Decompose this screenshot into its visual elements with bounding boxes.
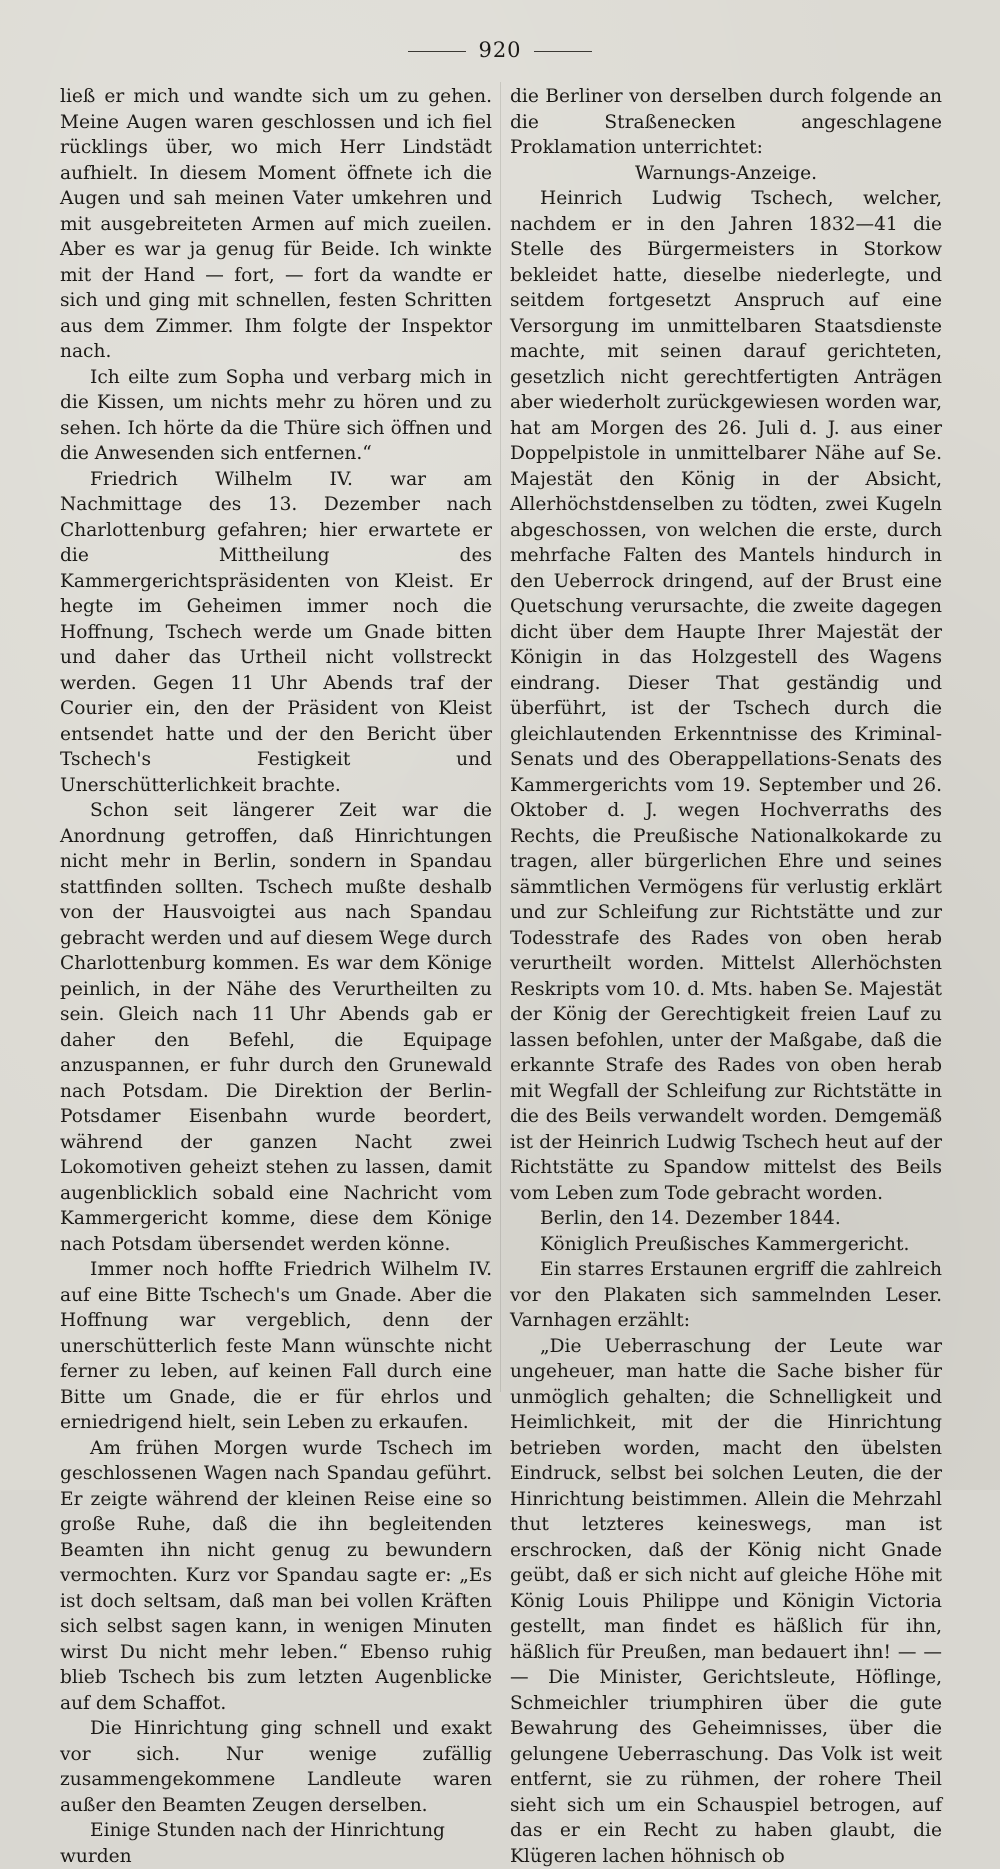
paragraph: Friedrich Wilhelm IV. war am Nachmittage des 13. Dezember nach Charlottenburg gefahren; hier erwartete er die Mittheilung des Kammergerichtspräsidenten von Kleist. Er hegte im Geheimen immer noch die Hoffnung, Tschech werde um Gnade bitten und daher das Urtheil nicht vollstreckt werden. Gegen 11 Uhr Abends traf der Courier ein, den der Präsident von Kleist entsendet hatte und der den Bericht über Tschech's Festigkeit und Unerschütterlichkeit brachte. <box>60 467 492 799</box>
column-gutter <box>500 82 501 1392</box>
paragraph: Ich eilte zum Sopha und verbarg mich in die Kissen, um nichts mehr zu hören und zu sehen. Ich hörte da die Thüre sich öffnen und die Anwesenden sich entfernen.“ <box>60 365 492 467</box>
paragraph: Die Hinrichtung ging schnell und exakt vor sich. Nur wenige zufällig zusammengekommene Landleute waren außer den Beamten Zeugen derselben. <box>60 1716 492 1818</box>
paragraph: Immer noch hoffte Friedrich Wilhelm IV. auf eine Bitte Tschech's um Gnade. Aber die Hoffnung war vergeblich, denn der unerschütterlich feste Mann wünschte nicht ferner zu leben, auf keinen Fall durch eine Bitte um Gnade, die er für ehrlos und erniedrigend hielt, sein Leben zu erkaufen. <box>60 1257 492 1436</box>
paragraph: ließ er mich und wandte sich um zu gehen. Meine Augen waren geschlossen und ich fiel rücklings über, wo mich Herr Lindstädt aufhielt. In diesem Moment öffnete ich die Augen und sah meinen Vater umkehren und mit ausgebreiteten Armen auf mich zueilen. Aber es war ja genug für Beide. Ich winkte mit der Hand — fort, — fort da wandte er sich und ging mit schnellen, festen Schritten aus dem Zimmer. Ihm folgte der Inspektor nach. <box>60 84 492 365</box>
paragraph: Ein starres Erstaunen ergriff die zahlreich vor den Plakaten sich sammelnden Leser. Varnhagen erzählt: <box>510 1257 942 1334</box>
proclamation-body: Heinrich Ludwig Tschech, welcher, nachdem er in den Jahren 1832—41 die Stelle des Bürgermeisters in Storkow bekleidet hatte, dieselbe niederlegte, und seitdem fortgesetzt Anspruch auf eine Versorgung im unmittelbaren Staatsdienste machte, mit seinen darauf gerichteten, gesetzlich nicht gerechtfertigten Anträgen aber wiederholt zurückgewiesen worden war, hat am Morgen des 26. Juli d. J. aus einer Doppelpistole in unmittelbarer Nähe auf Se. Majestät den König in der Absicht, Allerhöchstdenselben zu tödten, zwei Kugeln abgeschossen, von welchen die erste, durch mehrfache Falten des Mantels hindurch in den Ueberrock dringend, auf der Brust eine Quetschung verursachte, die zweite dagegen dicht über dem Haupte Ihrer Majestät der Königin in das Holzgestell des Wagens eindrang. Dieser That geständig und überführt, ist der Tschech durch die gleichlautenden Erkenntnisse des Kriminal-Senats und des Oberappellations-Senats des Kammergerichts vom 19. September und 26. Oktober d. J. wegen Hochverraths des Rechts, die Preußische Nationalkokarde zu tragen, aller bürgerlichen Ehre und seines sämmtlichen Vermögens für verlustig erklärt und zur Schleifung zur Richtstätte und zur Todesstrafe des Rades von oben herab verurtheilt worden. Mittelst Allerhöchsten Reskripts vom 10. d. Mts. haben Se. Majestät der König der Gerechtigkeit freien Lauf zu lassen befohlen, unter der Maßgabe, daß die erkannte Strafe des Rades von oben herab mit Wegfall der Schleifung zur Richtstätte in die des Beils verwandelt worden. Demgemäß ist der Heinrich Ludwig Tschech heut auf der Richtstätte zu Spandow mittelst des Beils vom Leben zum Tode gebracht worden. <box>510 186 942 1206</box>
proclamation-title: Warnungs-Anzeige. <box>510 161 942 187</box>
page-header <box>0 38 1000 62</box>
right-column <box>510 84 942 1869</box>
header-rule-right <box>534 51 592 52</box>
proclamation-date: Berlin, den 14. Dezember 1844. <box>510 1206 942 1232</box>
header-rule-left <box>408 51 466 52</box>
paragraph: Am frühen Morgen wurde Tschech im geschlossenen Wagen nach Spandau geführt. Er zeigte während der kleinen Reise eine so große Ruhe, daß die ihn begleitenden Beamten ihn nicht genug zu bewundern vermochten. Kurz vor Spandau sagte er: „Es ist doch seltsam, daß man bei vollen Kräften sich selbst sagen kann, in wenigen Minuten wirst Du nicht mehr leben.“ Ebenso ruhig blieb Tschech bis zum letzten Augenblicke auf dem Schaffot. <box>60 1436 492 1717</box>
paragraph: die Berliner von derselben durch folgende an die Straßenecken angeschlagene Proklamation unterrichtet: <box>510 84 942 161</box>
paragraph: Einige Stunden nach der Hinrichtung wurden <box>60 1818 492 1869</box>
proclamation-signature: Königlich Preußisches Kammergericht. <box>510 1232 942 1258</box>
quotation: „Die Ueberraschung der Leute war ungeheuer, man hatte die Sache bisher für unmöglich gehalten; die Schnelligkeit und Heimlichkeit, mit der die Hinrichtung betrieben worden, macht den übelsten Eindruck, selbst bei solchen Leuten, die der Hinrichtung beistimmen. Allein die Mehrzahl thut letzteres keineswegs, man ist erschrocken, daß der König nicht Gnade geübt, daß er sich nicht auf gleiche Höhe mit König Louis Philippe und Königin Victoria gestellt, man findet es häßlich für ihn, häßlich für Preußen, man bedauert ihn! — — — Die Minister, Gerichtsleute, Höflinge, Schmeichler triumphiren über die gute Bewahrung des Geheimnisses, über die gelungene Ueberraschung. Das Volk ist weit entfernt, sie zu rühmen, der rohere Theil sieht sich um ein Schauspiel betrogen, auf das er ein Recht zu haben glaubt, die Klügeren lachen höhnisch ob <box>510 1334 942 1869</box>
paragraph: Schon seit längerer Zeit war die Anordnung getroffen, daß Hinrichtungen nicht mehr in Berlin, sondern in Spandau stattfinden sollten. Tschech mußte deshalb von der Hausvoigtei aus nach Spandau gebracht werden und auf diesem Wege durch Charlottenburg kommen. Es war dem Könige peinlich, in der Nähe des Verurtheilten zu sein. Gleich nach 11 Uhr Abends gab er daher den Befehl, die Equipage anzuspannen, er fuhr durch den Grunewald nach Potsdam. Die Direktion der Berlin-Potsdamer Eisenbahn wurde beordert, während der ganzen Nacht zwei Lokomotiven geheizt stehen zu lassen, damit augenblicklich sobald eine Nachricht vom Kammergericht komme, diese dem Könige nach Potsdam übersendet werden könne. <box>60 798 492 1257</box>
left-column <box>60 84 492 1869</box>
page-number: 920 <box>478 38 521 62</box>
